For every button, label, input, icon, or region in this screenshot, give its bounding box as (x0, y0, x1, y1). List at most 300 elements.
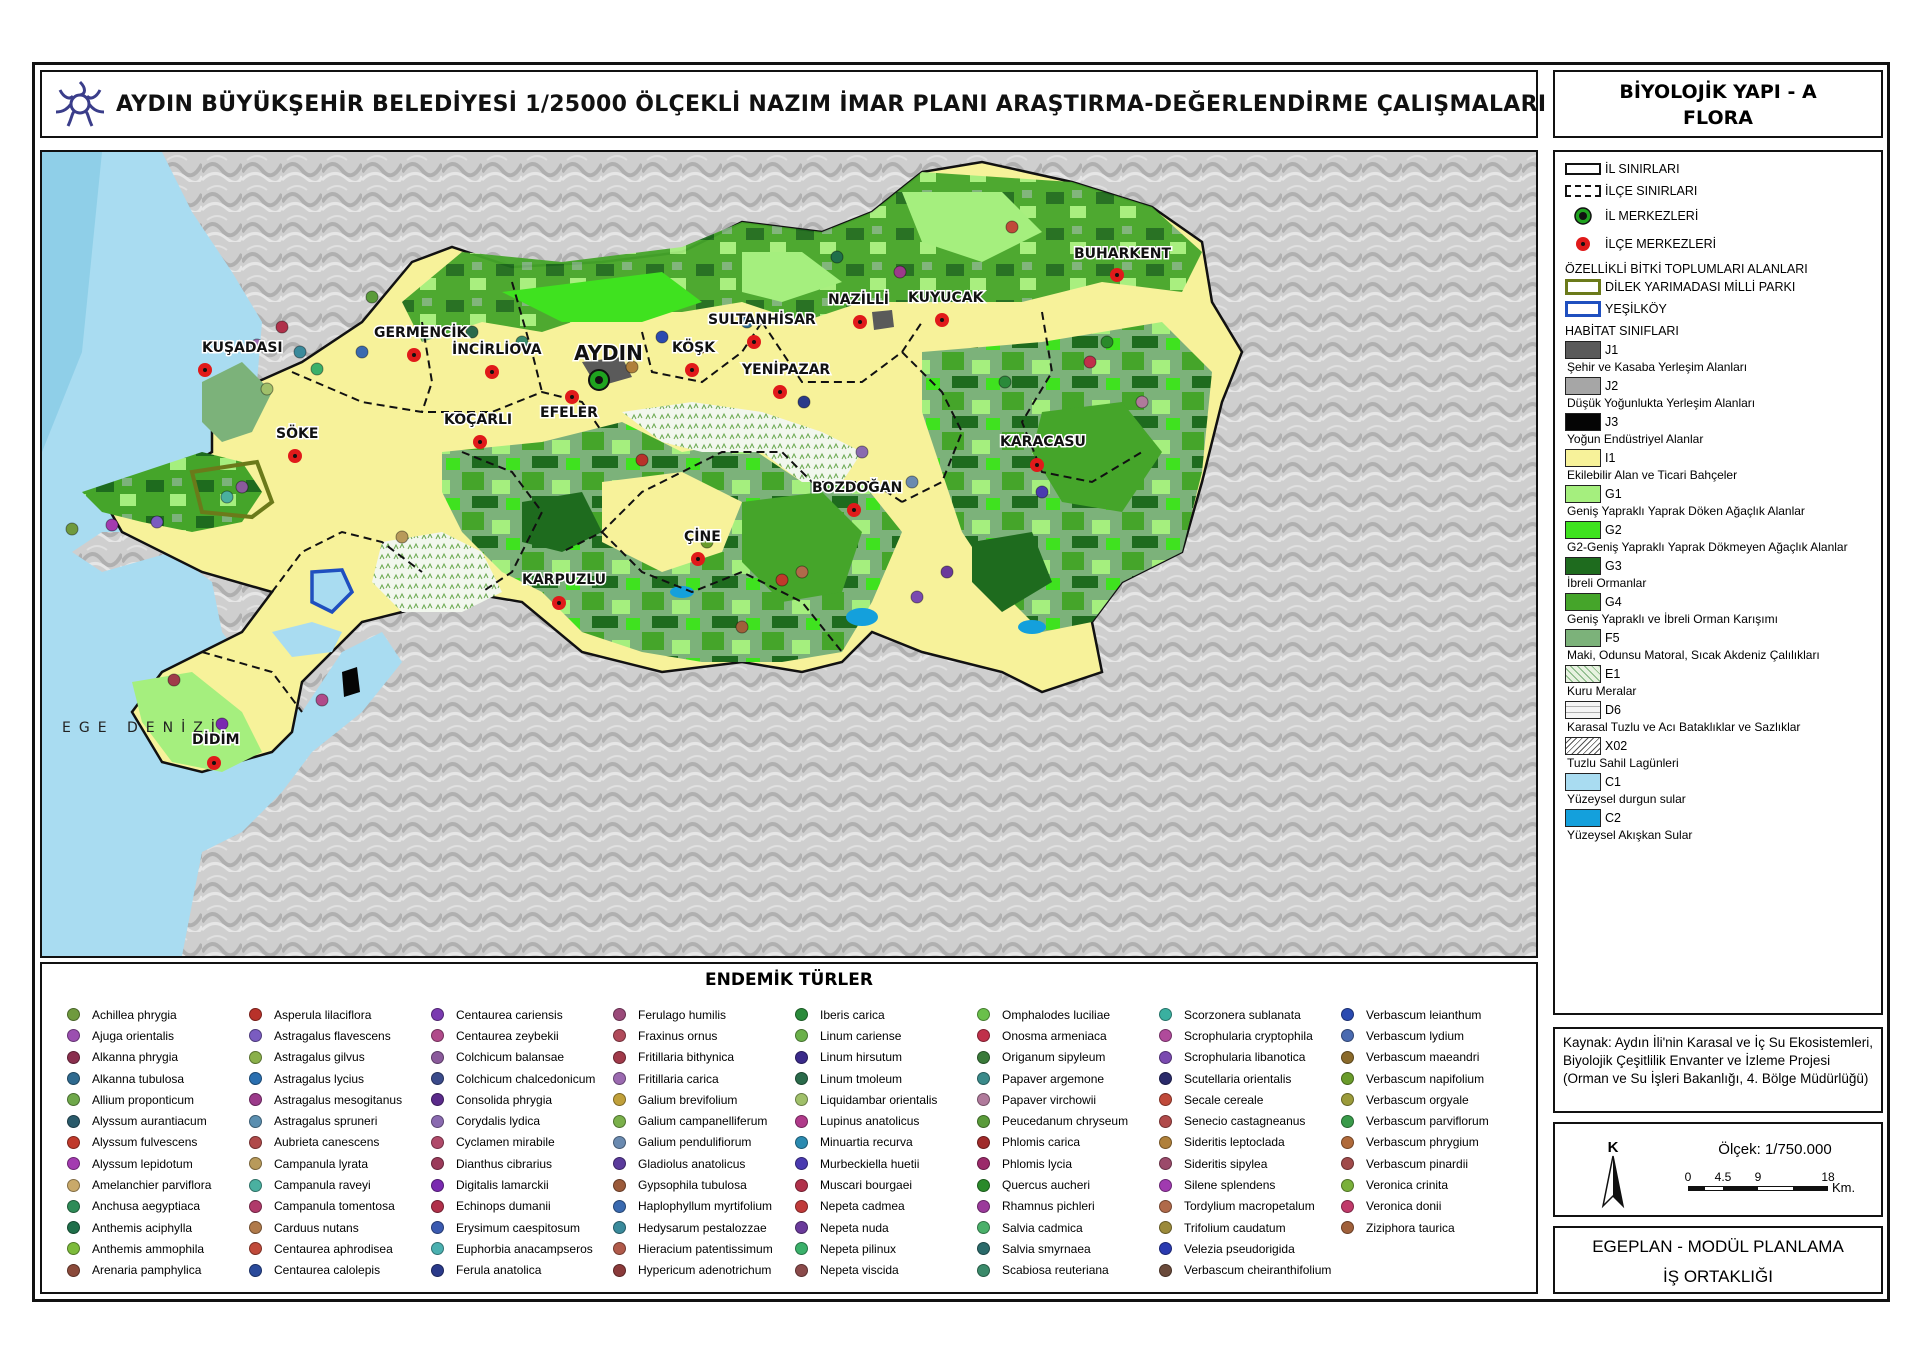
species-item (431, 1089, 613, 1110)
species-name: Sideritis sipylea (1184, 1156, 1268, 1171)
legend-district-center: İLÇE MERKEZLERİ (1565, 230, 1871, 258)
dashed-line-symbol (1565, 185, 1601, 197)
habitat-code: J3 (1605, 415, 1619, 429)
species-item (1159, 1238, 1341, 1259)
species-item (67, 1260, 249, 1281)
species-name: Galium campanelliferum (638, 1114, 768, 1129)
legend-province-boundary: İL SINIRLARI (1565, 158, 1871, 180)
species-name: Ferulago humilis (638, 1007, 727, 1022)
species-item (977, 1174, 1159, 1195)
species-point (831, 251, 843, 263)
species-dot-icon (613, 1157, 626, 1170)
species-name: Erysimum caespitosum (456, 1220, 581, 1235)
species-dot-icon (613, 1221, 626, 1234)
species-name: Amelanchier parviflora (92, 1178, 212, 1193)
species-point (856, 446, 868, 458)
species-dot-icon (67, 1072, 80, 1085)
habitat-description: Tuzlu Sahil Lagünleri (1567, 756, 1679, 770)
habitat-code: F5 (1605, 631, 1620, 645)
legend-habitat-j3 (1565, 413, 1871, 446)
species-item (249, 1110, 431, 1131)
species-name: Senecio castagneanus (1184, 1114, 1306, 1129)
habitat-swatch (1565, 557, 1601, 575)
species-name: Phlomis lycia (1002, 1156, 1073, 1171)
habitat-code: C1 (1605, 775, 1621, 789)
species-point (656, 331, 668, 343)
habitat-description: Geniş Yapraklı Yaprak Döken Ağaçlık Alanlar (1567, 504, 1805, 518)
species-item (431, 1110, 613, 1131)
species-name: Scrophularia libanotica (1184, 1050, 1306, 1065)
species-name: Papaver virchowii (1002, 1092, 1097, 1107)
species-item (67, 1217, 249, 1238)
species-name: Ferula anatolica (456, 1263, 542, 1278)
province-center-icon (1574, 207, 1592, 225)
species-dot-icon (1159, 1242, 1172, 1255)
species-dot-icon (249, 1264, 262, 1277)
species-item (67, 1025, 249, 1046)
species-name: Tordylium macropetalum (1184, 1199, 1315, 1214)
species-dot-icon (1341, 1221, 1354, 1234)
habitat-description: Yüzeysel durgun sular (1567, 792, 1686, 806)
species-name: Iberis carica (820, 1007, 885, 1022)
species-point (776, 574, 788, 586)
species-dot-icon (249, 1179, 262, 1192)
species-dot-icon (431, 1242, 444, 1255)
species-dot-icon (795, 1093, 808, 1106)
species-dot-icon (1341, 1200, 1354, 1213)
species-item (1341, 1068, 1523, 1089)
species-name: Astragalus gilvus (274, 1050, 365, 1065)
species-dot-icon (1341, 1072, 1354, 1085)
species-item (67, 1110, 249, 1131)
species-dot-icon (249, 1029, 262, 1042)
species-name: Corydalis lydica (456, 1114, 541, 1129)
species-dot-icon (977, 1264, 990, 1277)
species-point (311, 363, 323, 375)
species-dot-icon (1159, 1200, 1172, 1213)
species-dot-icon (249, 1051, 262, 1064)
district-label: İNCİRLİOVA (452, 342, 542, 358)
species-dot-icon (67, 1242, 80, 1255)
legend-habitat-g1 (1565, 485, 1871, 518)
species-dot-icon (1159, 1157, 1172, 1170)
species-item (1341, 1132, 1523, 1153)
yesilkoy-symbol (1565, 301, 1601, 317)
district-label: KARACASU (1000, 434, 1086, 450)
species-item (1341, 1089, 1523, 1110)
species-name: Muscari bourgaei (820, 1178, 913, 1193)
legend-habitat-f5 (1565, 629, 1871, 662)
species-name: Nepeta viscida (820, 1263, 899, 1278)
species-item (795, 1110, 977, 1131)
habitat-swatch (1565, 377, 1601, 395)
species-name: Scabiosa reuteriana (1002, 1263, 1109, 1278)
species-dot-icon (67, 1008, 80, 1021)
species-item (431, 1153, 613, 1174)
habitat-swatch (1565, 413, 1601, 431)
species-name: Nepeta nuda (820, 1220, 889, 1235)
species-item (977, 1110, 1159, 1131)
species-item (977, 1238, 1159, 1259)
species-name: Consolida phrygia (456, 1092, 553, 1107)
species-name: Scrophularia cryptophila (1184, 1028, 1313, 1043)
species-item (613, 1260, 795, 1281)
legend-panel (1553, 150, 1883, 1015)
species-item (431, 1238, 613, 1259)
legend-habitat-j1 (1565, 341, 1871, 374)
species-dot-icon (431, 1264, 444, 1277)
scale-label: Ölçek: 1/750.000 (1718, 1141, 1832, 1158)
species-name: Anchusa aegyptiaca (92, 1199, 201, 1214)
species-item (67, 1068, 249, 1089)
species-item (613, 1025, 795, 1046)
district-label: BOZDOĞAN (812, 480, 903, 496)
species-name: Centaurea zeybekii (456, 1028, 559, 1043)
habitat-swatch (1565, 485, 1601, 503)
species-item (1341, 1110, 1523, 1131)
species-item (1341, 1004, 1523, 1025)
source-note: Kaynak: Aydın İli'nin Karasal ve İç Su Ekosistemleri, Biyolojik Çeşitlilik Envanter ve İzleme Projesi (Orman ve Su İşleri Bakanlığı, 4. Bölge Müdürlüğü) (1553, 1027, 1883, 1113)
species-point (466, 326, 478, 338)
scale-tick-2: 9 (1754, 1170, 1762, 1184)
species-name: Trifolium caudatum (1184, 1220, 1286, 1235)
habitat-description: İbreli Ormanlar (1567, 576, 1647, 590)
species-name: Euphorbia anacampseros (456, 1241, 593, 1256)
species-item (249, 1196, 431, 1217)
legend-habitat-e1 (1565, 665, 1871, 698)
species-point (1006, 221, 1018, 233)
species-point (261, 383, 273, 395)
species-item (1159, 1174, 1341, 1195)
special-heading: ÖZELLİKLİ BİTKİ TOPLUMLARI ALANLARI (1565, 262, 1808, 276)
species-item (795, 1047, 977, 1068)
legend-habitat-g2 (1565, 521, 1871, 554)
species-name: Verbascum pinardii (1366, 1156, 1469, 1171)
species-item (431, 1217, 613, 1238)
species-name: Ziziphora taurica (1366, 1220, 1455, 1235)
habitat-code: X02 (1605, 739, 1628, 753)
species-name: Galium pendulifiorum (638, 1135, 752, 1150)
habitat-swatch (1565, 593, 1601, 611)
species-item (431, 1260, 613, 1281)
species-dot-icon (1341, 1051, 1354, 1064)
species-dot-icon (977, 1136, 990, 1149)
species-name: Scorzonera sublanata (1184, 1007, 1301, 1022)
species-name: Verbascum leianthum (1366, 1007, 1482, 1022)
district-label: SULTANHİSAR (708, 312, 816, 328)
species-name: Verbascum maeandri (1366, 1050, 1480, 1065)
species-item (977, 1196, 1159, 1217)
org-panel (1553, 1226, 1883, 1294)
species-dot-icon (613, 1115, 626, 1128)
species-dot-icon (795, 1136, 808, 1149)
scale-tick-3: 18 (1821, 1170, 1835, 1184)
species-item (431, 1004, 613, 1025)
species-name: Minuartia recurva (820, 1135, 913, 1150)
species-name: Anthemis aciphylla (92, 1220, 193, 1235)
species-name: Nepeta cadmea (820, 1199, 905, 1214)
species-name: Colchicum balansae (456, 1050, 565, 1065)
species-dot-icon (613, 1008, 626, 1021)
endemic-species-panel (40, 962, 1538, 1294)
species-name: Verbascum napifolium (1366, 1071, 1485, 1086)
district-label: EFELER (540, 405, 598, 421)
species-dot-icon (1159, 1093, 1172, 1106)
species-item (249, 1089, 431, 1110)
sheet-title-line1: BİYOLOJİK YAPI - A (1619, 81, 1817, 103)
endemic-title: ENDEMİK TÜRLER (705, 970, 873, 990)
species-item (977, 1217, 1159, 1238)
species-dot-icon (977, 1115, 990, 1128)
species-dot-icon (1159, 1136, 1172, 1149)
species-dot-icon (431, 1221, 444, 1234)
scale-tick-0: 0 (1684, 1170, 1692, 1184)
species-name: Lupinus anatolicus (820, 1114, 920, 1129)
species-name: Anthemis ammophila (92, 1241, 205, 1256)
district-label: KOÇARLI (444, 412, 513, 428)
species-item (613, 1068, 795, 1089)
species-dot-icon (431, 1029, 444, 1042)
sheet-title-line2: FLORA (1683, 107, 1753, 129)
species-name: Campanula raveyi (274, 1178, 371, 1193)
species-name: Achillea phrygia (92, 1007, 177, 1022)
species-dot-icon (613, 1264, 626, 1277)
species-name: Rhamnus pichleri (1002, 1199, 1095, 1214)
species-name: Nepeta pilinux (820, 1241, 897, 1256)
species-name: Astragalus lycius (274, 1071, 365, 1086)
district-label: NAZİLLİ (828, 292, 889, 308)
species-dot-icon (795, 1072, 808, 1085)
species-name: Scutellaria orientalis (1184, 1071, 1292, 1086)
species-name: Colchicum chalcedonicum (456, 1071, 596, 1086)
species-dot-icon (67, 1136, 80, 1149)
species-item (1341, 1153, 1523, 1174)
species-point (911, 591, 923, 603)
habitat-description: Şehir ve Kasaba Yerleşim Alanları (1567, 360, 1748, 374)
habitat-description: Yüzeysel Akışkan Sular (1567, 828, 1693, 842)
habitat-swatch (1565, 701, 1601, 719)
species-dot-icon (249, 1072, 262, 1085)
species-item (1159, 1068, 1341, 1089)
species-dot-icon (249, 1115, 262, 1128)
species-item (795, 1153, 977, 1174)
species-dot-icon (249, 1008, 262, 1021)
species-item (795, 1174, 977, 1195)
species-name: Hypericum adenotrichum (638, 1263, 772, 1278)
species-name: Phlomis carica (1002, 1135, 1081, 1150)
species-item (1159, 1196, 1341, 1217)
species-dot-icon (795, 1264, 808, 1277)
species-item (1159, 1153, 1341, 1174)
species-item (1159, 1004, 1341, 1025)
species-name: Liquidambar orientalis (820, 1092, 938, 1107)
species-name: Digitalis lamarckii (456, 1178, 549, 1193)
habitat-code: I1 (1605, 451, 1616, 465)
species-dot-icon (67, 1115, 80, 1128)
species-name: Salvia cadmica (1002, 1220, 1083, 1235)
district-label: YENİPAZAR (742, 362, 831, 378)
species-item (1159, 1260, 1341, 1281)
species-name: Centaurea calolepis (274, 1263, 381, 1278)
species-name: Silene splendens (1184, 1178, 1276, 1193)
species-dot-icon (67, 1093, 80, 1106)
district-center-icon (1575, 236, 1591, 252)
species-item (613, 1089, 795, 1110)
species-item (67, 1004, 249, 1025)
species-item (431, 1025, 613, 1046)
district-label: KÖŞK (672, 340, 716, 356)
species-name: Haplophyllum myrtifolium (638, 1199, 773, 1214)
species-name: Linum hirsutum (820, 1050, 903, 1065)
species-dot-icon (977, 1179, 990, 1192)
species-item (613, 1238, 795, 1259)
legend-habitat-j2 (1565, 377, 1871, 410)
species-name: Campanula lyrata (274, 1156, 369, 1171)
habitat-code: G4 (1605, 595, 1622, 609)
species-name: Fritillaria carica (638, 1071, 719, 1086)
species-item (249, 1047, 431, 1068)
habitat-heading: HABİTAT SINIFLARI (1565, 324, 1679, 338)
species-item (431, 1132, 613, 1153)
species-name: Alyssum lepidotum (92, 1156, 193, 1171)
legend-habitat-d6 (1565, 701, 1871, 734)
species-item (977, 1068, 1159, 1089)
species-name: Salvia smyrnaea (1002, 1241, 1091, 1256)
species-item (1159, 1217, 1341, 1238)
map-canvas[interactable] (40, 150, 1538, 958)
species-item (795, 1260, 977, 1281)
species-item (67, 1047, 249, 1068)
species-name: Hedysarum pestalozzae (638, 1220, 767, 1235)
district-label: KARPUZLU (522, 572, 607, 588)
species-name: Alkanna tubulosa (92, 1071, 185, 1086)
species-name: Hieracium patentissimum (638, 1241, 773, 1256)
legend-dilek: DİLEK YARIMADASI MİLLİ PARKI (1565, 276, 1871, 298)
species-name: Linum cariense (820, 1028, 902, 1043)
species-point (1136, 396, 1148, 408)
species-name: Centaurea cariensis (456, 1007, 563, 1022)
species-name: Aubrieta canescens (274, 1135, 380, 1150)
species-point (106, 519, 118, 531)
species-item (67, 1089, 249, 1110)
species-name: Asperula lilaciflora (274, 1007, 372, 1022)
species-name: Dianthus cibrarius (456, 1156, 553, 1171)
species-name: Astragalus spruneri (274, 1114, 378, 1129)
species-name: Origanum sipyleum (1002, 1050, 1106, 1065)
species-item (67, 1196, 249, 1217)
species-dot-icon (613, 1136, 626, 1149)
species-dot-icon (1159, 1008, 1172, 1021)
species-name: Fraxinus ornus (638, 1028, 718, 1043)
habitat-swatch (1565, 665, 1601, 683)
species-item (249, 1025, 431, 1046)
species-point (736, 621, 748, 633)
species-dot-icon (1341, 1093, 1354, 1106)
scale-unit: Km. (1832, 1180, 1856, 1195)
habitat-code: J2 (1605, 379, 1619, 393)
habitat-description: Düşük Yoğunlukta Yerleşim Alanları (1567, 396, 1756, 410)
species-name: Cyclamen mirabile (456, 1135, 555, 1150)
sheet-title (1553, 70, 1883, 138)
species-item (795, 1196, 977, 1217)
species-dot-icon (249, 1242, 262, 1255)
species-dot-icon (1159, 1072, 1172, 1085)
district-label: KUYUCAK (908, 290, 984, 306)
legend-habitat-i1 (1565, 449, 1871, 482)
species-name: Papaver argemone (1002, 1071, 1105, 1086)
habitat-description: Yoğun Endüstriyel Alanlar (1567, 432, 1704, 446)
species-dot-icon (1341, 1136, 1354, 1149)
habitat-description: Karasal Tuzlu ve Acı Bataklıklar ve Sazlıklar (1567, 720, 1801, 734)
org-line2: İŞ ORTAKLIĞI (1663, 1267, 1773, 1286)
species-item (1341, 1025, 1523, 1046)
species-name: Fritillaria bithynica (638, 1050, 735, 1065)
species-point (151, 516, 163, 528)
species-item (67, 1132, 249, 1153)
habitat-swatch (1565, 737, 1601, 755)
habitat-code: G3 (1605, 559, 1622, 573)
legend-habitat-g3 (1565, 557, 1871, 590)
species-item (795, 1004, 977, 1025)
species-point (798, 396, 810, 408)
species-name: Arenaria pamphylica (92, 1263, 202, 1278)
species-point (906, 476, 918, 488)
species-item (795, 1238, 977, 1259)
species-item (431, 1174, 613, 1195)
species-dot-icon (1341, 1008, 1354, 1021)
species-dot-icon (67, 1029, 80, 1042)
species-name: Ajuga orientalis (92, 1028, 175, 1043)
species-dot-icon (613, 1179, 626, 1192)
species-dot-icon (249, 1200, 262, 1213)
habitat-swatch (1565, 341, 1601, 359)
species-name: Astragalus flavescens (274, 1028, 391, 1043)
species-dot-icon (1159, 1179, 1172, 1192)
species-name: Quercus aucheri (1002, 1178, 1091, 1193)
species-item (613, 1132, 795, 1153)
endemic-species-list (67, 1004, 1523, 1281)
species-dot-icon (977, 1029, 990, 1042)
solid-line-symbol (1565, 163, 1601, 175)
legend-habitat-c1 (1565, 773, 1871, 806)
species-dot-icon (795, 1051, 808, 1064)
species-item (977, 1025, 1159, 1046)
species-item (1159, 1047, 1341, 1068)
species-dot-icon (977, 1093, 990, 1106)
species-name: Verbascum parviflorum (1366, 1114, 1489, 1129)
habitat-code: C2 (1605, 811, 1621, 825)
legend-district-boundary: İLÇE SINIRLARI (1565, 180, 1871, 202)
species-item (431, 1068, 613, 1089)
species-dot-icon (1159, 1051, 1172, 1064)
species-item (795, 1217, 977, 1238)
habitat-code: E1 (1605, 667, 1621, 681)
species-name: Peucedanum chryseum (1002, 1114, 1129, 1129)
species-name: Verbascum lydium (1366, 1028, 1465, 1043)
species-item (613, 1110, 795, 1131)
habitat-description: Kuru Meralar (1567, 684, 1637, 698)
species-item (977, 1153, 1159, 1174)
habitat-swatch (1565, 521, 1601, 539)
page-title: AYDIN BÜYÜKŞEHİR BELEDİYESİ 1/25000 ÖLÇEKLİ NAZIM İMAR PLANI ARAŞTIRMA-DEĞERLENDİRME ÇALIŞMALARI (116, 91, 1547, 117)
species-name: Centaurea aphrodisea (274, 1241, 393, 1256)
species-dot-icon (613, 1093, 626, 1106)
species-item (977, 1089, 1159, 1110)
species-dot-icon (1159, 1221, 1172, 1234)
species-point (316, 694, 328, 706)
habitat-code: D6 (1605, 703, 1621, 717)
species-item (249, 1132, 431, 1153)
